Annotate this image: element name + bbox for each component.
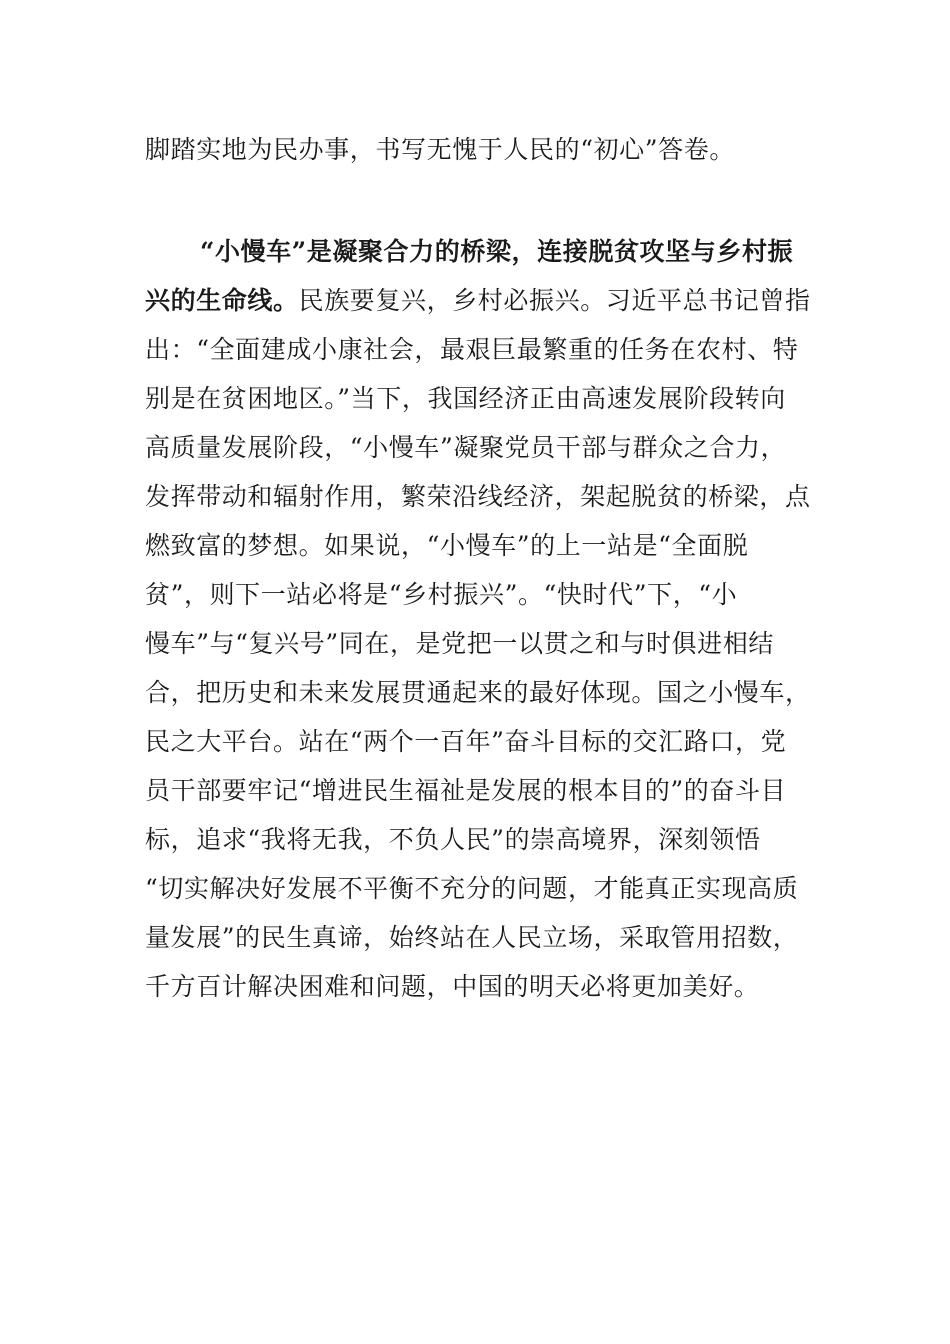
paragraph-2-line-3: 出：“全面建成小康社会，最艰巨最繁重的任务在农村、特	[145, 335, 799, 364]
paragraph-2-line-7: 燃致富的梦想。如果说，“小慢车”的上一站是“全面脱	[145, 531, 749, 560]
paragraph-2-line-9: 慢车”与“复兴号”同在，是党把一以贯之和与时俱进相结	[145, 629, 774, 658]
paragraph-2-line-4: 别是在贫困地区。”当下，我国经济正由高速发展阶段转向	[145, 384, 786, 413]
paragraph-2-heading-line-2: 兴的生命线。	[145, 286, 299, 315]
paragraph-2-line-16: 千方百计解决困难和问题，中国的明天必将更加美好。	[145, 972, 760, 1001]
paragraph-2-line-10: 合，把历史和未来发展贯通起来的最好体现。国之小慢车，	[145, 678, 811, 707]
paragraph-2-line-8: 贫”，则下一站必将是“乡村振兴”。“快时代”下，“小	[145, 580, 738, 609]
paragraph-2-line-2	[145, 284, 811, 318]
paragraph-2-line-14: “切实解决好发展不平衡不充分的问题，才能真正实现高质	[145, 874, 799, 903]
paragraph-2-line-12: 员干部要牢记“增进民生福祉是发展的根本目的”的奋斗目	[145, 776, 787, 805]
paragraph-2-line-15: 量发展”的民生真谛，始终站在人民立场，采取管用招数，	[145, 923, 799, 952]
paragraph-2-line-13: 标，追求“我将无我，不负人民”的崇高境界，深刻领悟	[145, 825, 761, 854]
paragraph-2-line-2-text: 民族要复兴，乡村必振兴。习近平总书记曾指	[298, 286, 811, 315]
paragraph-2-line-6: 发挥带动和辐射作用，繁荣沿线经济，架起脱贫的桥梁，点	[145, 482, 811, 511]
paragraph-1-line-1: 脚踏实地为民办事，书写无愧于人民的“初心”答卷。	[145, 135, 735, 164]
paragraph-2-line-5: 高质量发展阶段，“小慢车”凝聚党员干部与群众之合力，	[145, 433, 787, 462]
paragraph-2-heading-line-1: “小慢车”是凝聚合力的桥梁，连接脱贫攻坚与乡村振	[200, 237, 794, 266]
paragraph-2-line-11: 民之大平台。站在“两个一百年”奋斗目标的交汇路口，党	[145, 727, 787, 756]
